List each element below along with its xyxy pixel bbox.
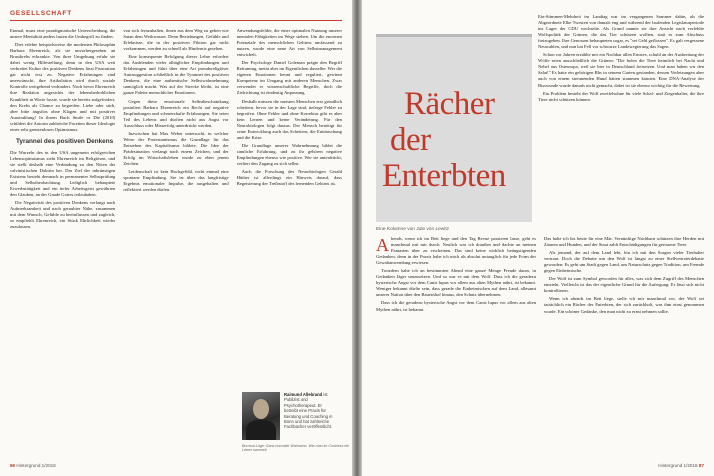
page-number: 87 [698,463,704,468]
paragraph: Als jemand, der auf dem Land lebt, bin ich mit den Sorgen vieler Tierhalter vertraut. Doch die Debatte um den Wolf ist längst zu einer Stellvertreterdebatte geworden: Es geht um Stadt gegen Land, um Naturschutz gegen Tradition, um Fremde gegen Einheimische. [544,250,704,274]
right-top-column [538,14,704,232]
column-byline: Eine Kolumne von Jule von Lewitz [376,227,450,232]
paragraph: Die Negativität des positiven Denkens verlangt nach Aufmerksamkeit und nach geraubter Nähe, zusammen mit dem Wunsch, Gefühle zu beeinflussen und zugleich, so empfiehlt Ehrenreich, ein Stück Ehrlichkeit wieder zuzulassen. [10,200,116,230]
footer-right [658,463,704,468]
author-box [242,392,334,444]
subheading: Tyrannei des positiven Denkens [16,137,114,145]
right-bottom-column-2 [544,236,704,446]
title-panel [376,34,532,222]
left-page [0,0,352,476]
left-columns [10,28,342,454]
paragraph: Wenn ich abends im Bett liege, stelle ich mir manchmal vor, der Wolf sei tatsächlich ein Rächer der Enterbten, der sich zurückholt, was ihm einst genommen wurde. Ein schöner Gedanke, den man nicht zu ernst nehmen sollte. [544,296,704,314]
author-bio [284,392,334,444]
paragraph: Die Wurzeln des in den USA ungemein erfolgreichen Lebensoptimismus sieht Ehrenreich im Religiösen, und sie stellt deshalb eine Verbindung zu den Nöten der calvinistischen Doktrin her. Das Ziel der inbrünstigen Existenz besteht demnach in permanenter Selbstprüfung und Selbstbeobachtung. Lediglich behauptete Erwerbstätigkeit und ein tiefer Arbeitsgeist gewährten den Glauben, an der Gnade Gottes teilzuhaben. [10,149,116,198]
paragraph-with-dropcap [376,236,536,266]
paragraph: Gegen diese emotionale Selbstbeschränkung postuliert Barbara Ehrenreich ein Recht auf negative Empfindungen und schmerzhafte Erfahrungen. Sie seien Teil des Lebens und dürften nicht aus Angst vor Ausschluss oder Misserfolg unterdrückt werden. [123,98,229,128]
author-head-shape [253,399,269,419]
right-page [362,0,714,476]
author-body-shape [246,420,276,440]
issue-label: Hintergrund 1/2018 [16,463,56,468]
photo-caption: Burnout-Lüge: Ganz normaler Wahnsinn. Wie man im Coolness ein Leben sammelt [242,444,350,452]
author-name: Raimund Allebrand [284,392,323,397]
issue-label: Hintergrund 1/2018 [658,463,698,468]
paragraph: Einmal, muss eine paradigmatische Unterscheidung, die unsere Mentalität anders lasten die Umbegriff zu finden. [10,28,116,40]
left-column-3 [237,28,342,454]
paragraph: Trotzdem habe ich an bestimmten Abend eine ganze Menge Freude daran, in Gedanken Jäger umzusetzen. Und so war es mit dem Wolf. Dass ich die geradezu hysterische Angst vor dem Canis lupus vor allem aus alten Mythen nährt, ist bekannt. Weniger bekannt dürfte sein, dass gerade die Einheimischen auf dem Land, allesamt unserer Nation über den Bauernhof hinaus, den Schutz übernehmen. [376,268,536,298]
paragraph: Anwendungsfelder, die einer optimalen Nutzung unserer mentalen Fähigkeiten im Wege stehen. Um die enormen Potenziale des menschlichen Gehirns umfassend zu nutzen, wurde eine neue Art von Selbstmanagement entwickelt. [236,28,342,58]
headline-line-1: Rächer [404,86,495,122]
author-bio-text: ist Publizist und Psychotherapeut. Er betreibt eine Praxis für Beratung und Coaching in Bonn und hat zahlreiche Fachbücher veröffentlicht. [284,392,333,430]
book-gutter [352,0,362,476]
paragraph: Dies erlebte beispielsweise die modernen Philosophin Barbara Ehrenreich, als sie unvorhergesehen an Brustkrebs erkrankte. Von ihrer Umgebung erfuhr sie dabei wenig Hilfestellung, denn in den USA weit verbreitet Kultur des positiven Denkens lässt Frustration gar nicht erst zu. Negative Erfahrungen sind unerwünscht, ihre Artikulation wird durch soziale Kontrolle weitgehend verhindert. Noch bevor Ehrenreich ihre Reaktion angesichts der lebensbedrohlichen Krankheit in Worte fasste, wurde sie bereits aufgefordert, den Krebs als Chance zu begreifen. Liebe oder stirb, aber bitte ängstlos ohne Klagen und mit positiver Ausstrahlung! In ihrem Buch Smile or Die (2010) schildert die Autorin zahlreiche Facetten dieser Ideologie eines sehr grenzenlosen Optimismus. [10,42,116,132]
dropcap: A [376,236,389,255]
paragraph: Leidenschaft ist kein Hochgefühl, nicht einmal eine spontane Empfindung. Sie ist über das langfristige Ergebnis emotionaler Impulse, die ausgehalten und reflektiert werden dürfen. [123,169,229,193]
paragraph: von sich fernzuhalten, ihnen aus dem Weg zu gehen wie Satan dem Weihwasser. Denn Beziehungen, Gefühle und Erlebnisse, die in der positiven Fiktion gar nicht vorkommen, werden zu schnell als Hindernis gesehen. [123,28,229,52]
left-column-1 [10,28,115,454]
paragraph-text: bends, wenn ich im Bett liege und den Tag Revue passieren lasse, geht es manchmal mit mir durch. Neulich war ich draußen und dachte an meinen Fantasien über zu erscheinen. Das sind keine wirklich beängstigenden Gedanken, denn in der Praxis habe ich mich als absolut untauglich für jede Form der Gewaltanwendung erwiesen. [376,236,536,266]
paragraph: Schon vor Jahren erzählte mir ein Nachbar allen Ernstes, schuld an der Ausbreitung der Wölfe seien ausschließlich die Grünen: "Die holen die Tiere heimlich bei Nacht und Nebel aus Osteuropa, weil sie hier in Deutschland freisetzen. Und man haben wir den Salat!" Es hatte ein gehörigen Rhs in seinem Garten gestanden, dessen Verletzungen aber auch von einem streunenden Hund hätten stammen können. Eine DNA-Analyse der Bisswunde wurde damals nicht gemacht, dabei ist sie ebenso wichtig für die Bewertung. [538,52,704,88]
paragraph: Auch die Forschung des Neurobiologen Gerald Hüther ist allerdings ein Hinweis darauf, dass Begeisterung der Treibstoff des lernenden Gehirns ist. [236,169,342,187]
paragraph: Inzwischen hat Max Weber untersucht, in welcher Weise der Protestantismus die Grundlage für das Entstehen des Kapitalismus bildete. Die Idee der Prädestination verlangt nach einem Zeichen, und der Erfolg im Wirtschaftsleben wurde zu eben jenem Zeichen. [123,130,229,166]
paragraph: Die Grundlage unserer Wahrnehmung bildet die sinnliche Erfahrung, und zu ihr gehören negative Empfindungen ebenso wie positive. Wer sie unterdrückt, verliert den Zugang zu sich selbst. [236,142,342,166]
paragraph: Der Wolf ist zum Symbol geworden für alles, was sich dem Zugriff des Menschen entzieht. Vielleicht ist das der eigentliche Grund für die Aufregung: Er lässt sich nicht kontrollieren. [544,276,704,294]
right-bottom-columns [376,236,704,446]
title-panel-rule [376,34,532,37]
section-label: GESELLSCHAFT [10,10,72,17]
page-number: 86 [10,463,16,468]
headline-line-3: Enterbten [382,158,506,194]
paragraph: Deshalb müssen die meisten Menschen erst gründlich scheitern, bevor sie in der Lage sind, tieferge Fehler zu begreifen. Ohne Fehler und ohne Korrektur gibt es aber kein Lernen und keine Veränderung. Für den Neurobiologen folgt daraus: Der Mensch benötigt für seine Entwicklung auch das Scheitern, die Enttäuschung und die Krise. [236,98,342,140]
footer-left [10,463,56,468]
headline-line-2: der [390,122,431,158]
paragraph: Ein-Stimmen-Mehrheit im Landtag war im vergangenen Sommer dahin, als die Abgeordnete Elke Twesten von damals eng und während der laufenden Legislaturperiode ins Lager der CDU wechselte. Als Grund nannte sie ihre Ansicht nach verfehlte Wolfspolitik der Grünen, die das Tier schützen wollten, statt es zum Abschuss freizugeben. Ihre Genossen behaupteten sogar, es "sei Geld geflossen". Es galt vergessene Neuwahlen, und nun hat Fell vor schwarze Landesregierung das Sagen. [538,14,704,50]
left-column-2 [123,28,228,454]
paragraph: Das halte ich bis heute für eine Mär. Vernünftige Nachbarn schützen ihre Herden mit Zäunen und Hunden, und der Staat zahlt Entschädigungen für gerissene Tiere. [544,236,704,248]
section-rule [10,20,342,21]
paragraph: Eine konsequente Befolgung dieser Lehre erfordert das Ausblenden vieler alltäglicher Empfindungen und Erfahrungen und führt über eine Art pseudoreligiöser Autosuggestion schließlich in die Tyrannei des positiven Denkens, die eine authentische Selbstwahrnehmung unmöglich macht. Was auf der Strecke bleibt, ist eine ganze Palette menschlicher Emotionen. [123,54,229,96]
paragraph: Der Psychologe Daniel Goleman prägte den Begriff Reframing, meint aber im Eigentlichen dasselbe: Wer die eigenen Emotionen kennt und reguliert, gewinnt Kompetenz im Umgang mit anderen Menschen. Zwar verwendet er wissenschaftliche Begriffe, doch die Zielrichtung ist eindeutig Anpassung. [236,60,342,96]
paragraph: Dass ich die geradezu hysterische Angst vor dem Canis lupus vor allem aus alten Mythen nährt, ist bekannt. [376,300,536,312]
right-bottom-column-1 [376,236,536,446]
author-photo [242,392,280,440]
paragraph: Ein Problem besteht der Wolf zweifelsohne für viele Schaf- und Ziegenhalter, die ihre Tiere nicht schützen können. [538,90,704,102]
